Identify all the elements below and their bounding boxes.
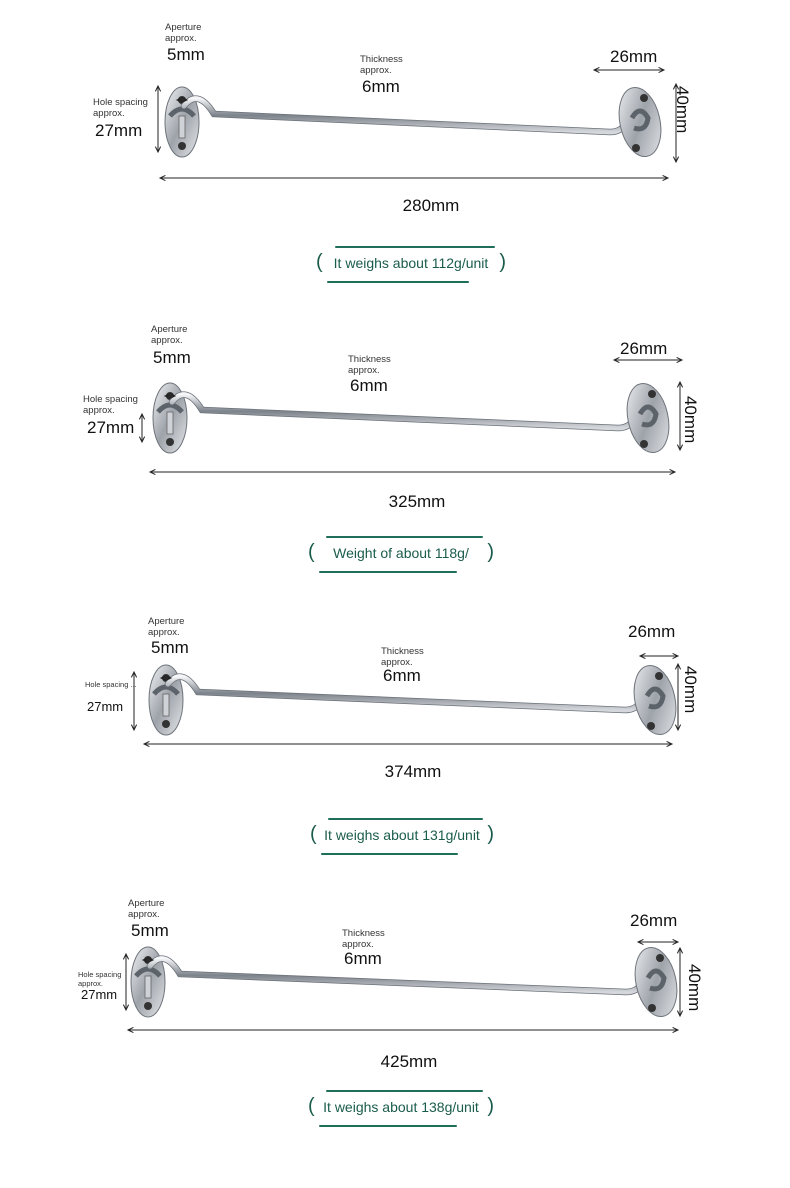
hook-rod [172,395,650,428]
aperture-label: Aperture approx. [148,616,185,638]
weight-badge-right-paren: ) [487,823,494,845]
hook-rod [184,99,642,132]
weight-badge [318,246,504,282]
length-dimension-arrow [150,469,675,474]
thickness-value: 6mm [344,949,382,968]
thickness-value: 6mm [362,77,400,96]
weight-badge-bottom-line [327,281,468,283]
aperture-value: 5mm [151,638,189,657]
hook-panel-4 [0,880,790,1180]
aperture-value: 5mm [131,921,169,940]
weight-badge-left-paren: ( [316,251,323,273]
hole-spacing-dimension-arrow [155,86,160,152]
weight-badge [310,536,492,572]
right-catch-plate [613,84,667,161]
weight-text: It weighs about 131g/unit [324,827,480,843]
hole-spacing-label: Hole spacing ... [85,680,137,689]
total-length-value: 280mm [402,196,460,215]
width-dimension-arrow [614,357,682,362]
right-catch-plate [629,944,683,1021]
hole-spacing-value: 27mm [95,121,143,140]
hole-spacing-value: 27mm [81,987,118,1002]
plate-width-value: 26mm [620,339,668,358]
weight-badge-top-line [335,246,495,248]
plate-height-value: 40mm [685,964,704,1012]
total-length-value: 374mm [384,762,442,781]
thickness-value: 6mm [383,666,421,685]
length-dimension-arrow [144,741,672,746]
plate-width-value: 26mm [630,911,678,930]
thickness-value: 6mm [350,376,388,395]
weight-badge-bottom-line [319,571,457,573]
hole-spacing-value: 27mm [87,418,135,437]
plate-height-value: 40mm [681,666,700,714]
weight-badge-bottom-line [321,853,458,855]
total-length-value: 325mm [388,492,446,511]
aperture-label: Aperture approx. [165,22,202,44]
thickness-label: Thickness approx. [381,646,424,668]
weight-text: It weighs about 112g/unit [333,255,489,271]
hole-spacing-label: Hole spacing approx. [78,970,122,988]
total-length-value: 425mm [380,1052,438,1071]
hole-spacing-label: Hole spacing approx. [83,394,138,416]
hole-spacing-dimension-arrow [139,414,144,442]
weight-badge-bottom-line [319,1125,457,1127]
weight-badge-top-line [326,1090,483,1092]
height-dimension-arrow [677,948,682,1016]
weight-badge [310,1090,492,1126]
plate-width-value: 26mm [628,622,676,641]
weight-badge-left-paren: ( [310,823,317,845]
weight-badge-top-line [328,818,483,820]
width-dimension-arrow [638,939,678,944]
right-catch-plate [628,662,682,739]
thickness-label: Thickness approx. [360,54,403,76]
right-catch-plate [621,380,675,457]
hook-panel-1 [0,0,790,300]
length-dimension-arrow [160,175,668,180]
weight-text: It weighs about 138g/unit [323,1099,479,1115]
weight-badge [312,818,492,854]
aperture-value: 5mm [167,45,205,64]
aperture-label: Aperture approx. [151,324,188,346]
hook-panel-3 [0,590,790,890]
plate-width-value: 26mm [610,47,658,66]
weight-badge-right-paren: ) [487,1095,494,1117]
aperture-label: Aperture approx. [128,898,165,920]
plate-height-value: 40mm [673,86,692,134]
weight-badge-right-paren: ) [487,541,494,563]
hook-panel-2 [0,296,790,596]
hole-spacing-label: Hole spacing approx. [93,97,148,119]
weight-text: Weight of about 118g/ [333,545,469,561]
width-dimension-arrow [640,653,678,658]
weight-badge-left-paren: ( [308,1095,315,1117]
weight-badge-left-paren: ( [308,541,315,563]
hole-spacing-value: 27mm [87,699,124,714]
plate-height-value: 40mm [681,396,700,444]
length-dimension-arrow [128,1027,678,1032]
weight-badge-top-line [326,536,483,538]
aperture-value: 5mm [153,348,191,367]
thickness-label: Thickness approx. [348,354,391,376]
weight-badge-right-paren: ) [499,251,506,273]
thickness-label: Thickness approx. [342,928,385,950]
width-dimension-arrow [594,67,664,72]
